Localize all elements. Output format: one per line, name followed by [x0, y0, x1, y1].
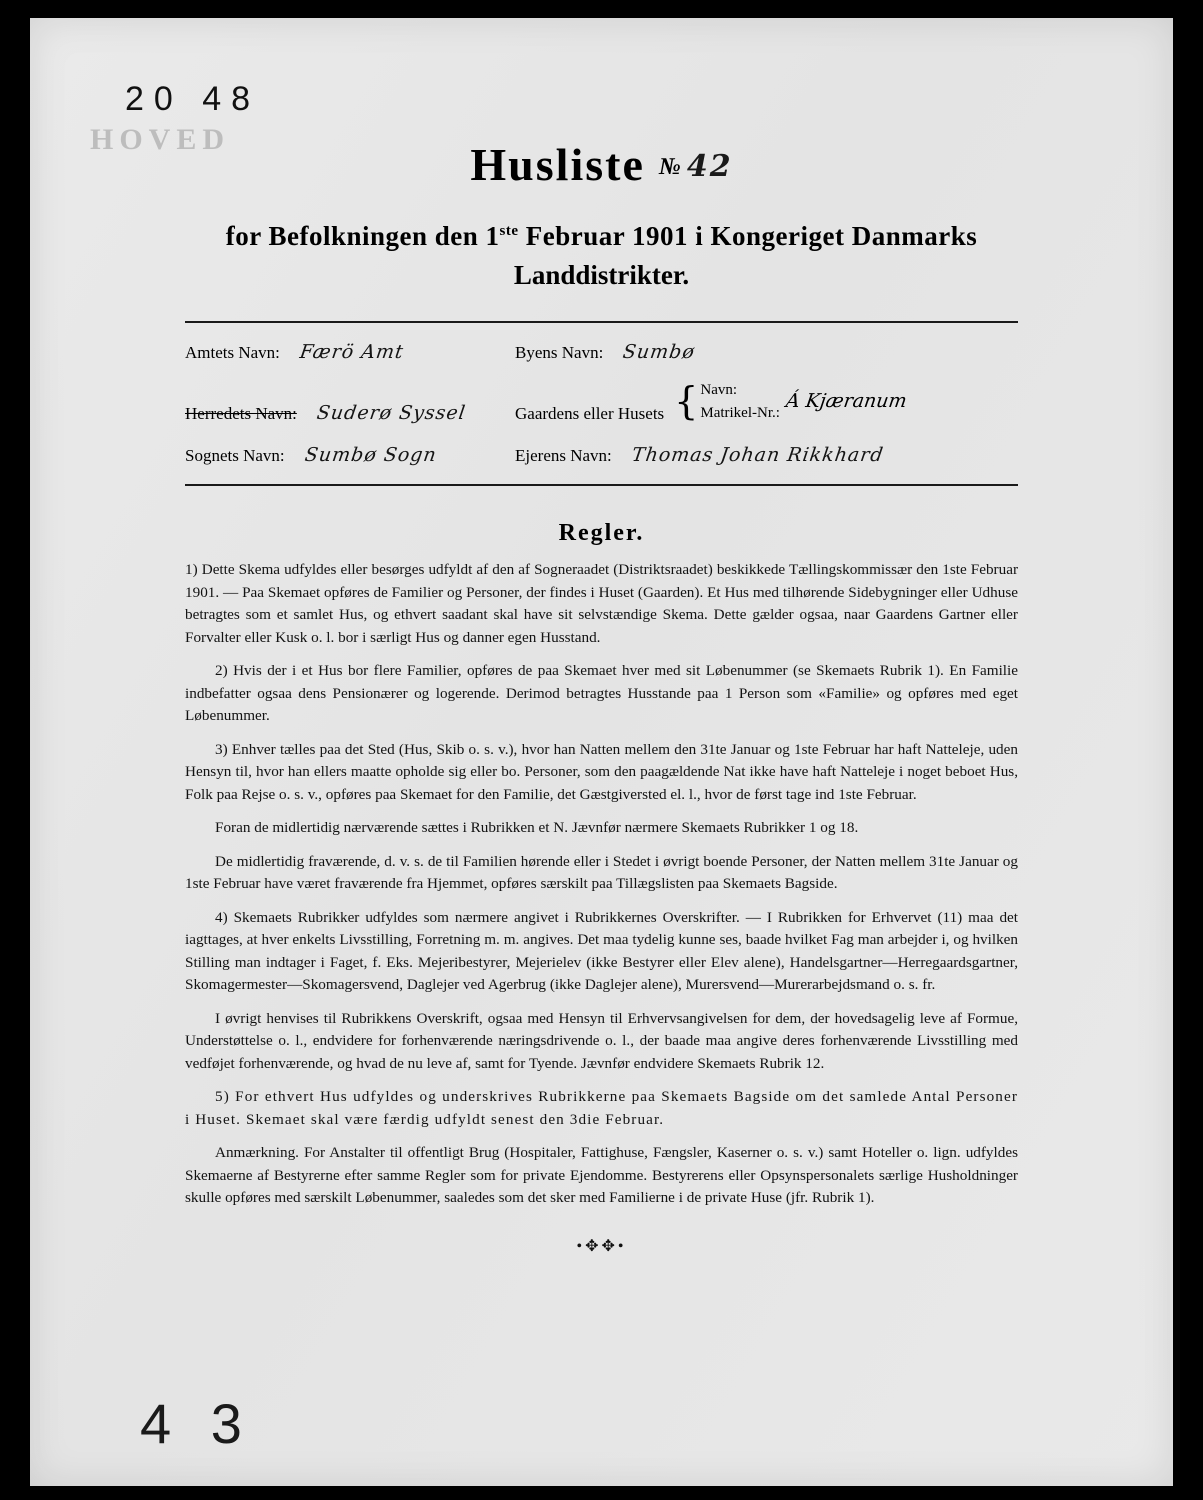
field-gaard	[515, 379, 1018, 424]
subtitle-line-1	[150, 221, 1053, 252]
corner-number: 20 48	[125, 80, 261, 118]
subtitle-sup: ste	[499, 223, 519, 239]
by-label: Byens Navn:	[515, 343, 604, 362]
amt-label: Amtets Navn:	[185, 343, 280, 362]
sogn-value: Sumbø Sogn	[303, 444, 438, 466]
handwritten-list-number: 42	[686, 149, 733, 184]
bottom-number: 4 3	[140, 1392, 254, 1455]
field-by	[515, 341, 1018, 363]
amt-value: Færö Amt	[298, 341, 406, 363]
page-title	[150, 18, 1053, 191]
rules-heading: Regler.	[558, 520, 645, 546]
navn-label: Navn:	[700, 382, 738, 398]
subtitle-pre: for Befolkningen den 1	[225, 221, 500, 251]
navn-value: Á Kjæranum	[784, 390, 909, 413]
field-sogn	[185, 444, 515, 466]
ejer-value: Thomas Johan Rikkhard	[630, 444, 885, 466]
brace-values	[778, 387, 909, 416]
rule-paragraph: 2) Hvis der i et Hus bor flere Familier, opføres de paa Skemaet hver med sit Løbenummer (se Skemaets Rubrik 1). En Familie indbefatter ogsaa dens Pensionærer og logerende. Derimod betragtes Husstande paa 1 Person som «Familie» og opføres med eget Løbenummer.	[185, 662, 1018, 724]
field-ejer	[515, 444, 1018, 466]
number-label: №	[658, 154, 683, 180]
divider-bottom	[185, 484, 1018, 486]
field-herred	[185, 402, 515, 424]
field-row-herred-gaard	[185, 379, 1018, 424]
rule-paragraph: De midlertidig fraværende, d. v. s. de til Familien hørende eller i Stedet i øvrigt boende Personer, der Natten mellem 31te Januar og 1ste Februar have været fraværende fra Hjemmet, opføres særskilt paa Tillægslisten paa Skemaets Bagside.	[185, 852, 1018, 892]
rule-paragraph: 5) For ethvert Hus udfyldes og underskrives Rubrikkerne paa Skemaets Bagside om det samlede Antal Personer i Huset. Skemaet skal være færdig udfyldt senest den 3die Februar.	[185, 1088, 1018, 1128]
form-fields	[185, 337, 1018, 466]
title-text: Husliste	[470, 139, 645, 190]
rule-paragraph: 4) Skemaets Rubrikker udfyldes som nærmere angivet i Rubrikkernes Overskrifter. — I Rubrikken for Erhvervet (11) maa det iagttages, at hver enkelts Livsstilling, Forretning m. m. angives. Det maa tydelig kunne ses, baade hvilket Fag man arbejder i, og hvilken Stilling man indtager i Faget, f. Eks. Mejeribestyrer, Mejerielev (ikke Bestyrer eller Elev alene), Handelsgartner—Herregaardsgartner, Skomagermester—Skomagersvend, Daglejer ved Agerbrug (ikke Daglejer alene), Murersvend—Murerarbejdsmand o. s. fr.	[185, 908, 1018, 993]
subtitle-post: Februar 1901 i Kongeriget Danmarks	[518, 221, 978, 251]
rule-paragraph: Anmærkning. For Anstalter til offentligt Brug (Hospitaler, Fattighuse, Fængsler, Kaserner o. s. v.) samt Hoteller o. lign. udfyldes Skemaerne af Bestyrerne efter samme Regler som for private Ejendomme. Bestyrerens eller Opsynspersonalets særlige Husholdninger skulle opføres med særskilt Løbenummer, saaledes som det sker med Familierne i de private Huse (jfr. Rubrik 1).	[185, 1144, 1018, 1206]
document-page	[30, 18, 1173, 1486]
rule-paragraph: 3) Enhver tælles paa det Sted (Hus, Skib o. s. v.), hvor han Natten mellem den 31te Januar og 1ste Februar har haft Natteleje, uden Hensyn til, hvor han ellers maatte opholde sig eller bo. Personer, som den paagældende Nat ikke have haft Natteleje i noget beboet Hus, Folk paa Rejse o. s. v., opføres paa Skemaet for den Familie, det Gæstgiversted el. l., hvor de først tage ind 1ste Februar.	[185, 740, 1018, 803]
rule-paragraph: I øvrigt henvises til Rubrikkens Overskrift, ogsaa med Hensyn til Erhvervsangivelsen for dem, der hovedsagelig leve af Formue, Understøttelse o. l., endvidere for forhenværende næringsdrivende o. l., der baade maa angive deres forhenværende Livsstilling med vedføjet forhenværende, og hvad de nu leve af, samt for Tyende. Jævnfør endvidere Skemaets Rubrik 12.	[185, 1009, 1018, 1072]
brace-icon: {	[674, 379, 699, 424]
herred-value: Suderø Syssel	[315, 402, 468, 424]
gaard-brace-group	[674, 379, 909, 424]
field-row-sogn-ejer	[185, 440, 1018, 466]
brace-labels	[698, 379, 780, 424]
matrikel-label: Matrikel-Nr.:	[700, 404, 780, 421]
sogn-label: Sognets Navn:	[185, 446, 285, 465]
gaard-label: Gaardens eller Husets	[515, 404, 665, 423]
page-content	[30, 18, 1173, 1486]
field-amt	[185, 341, 515, 363]
divider-top	[185, 321, 1018, 323]
ornament-divider: •✥✥•	[576, 1237, 627, 1255]
by-value: Sumbø	[621, 341, 697, 363]
field-row-amt-by	[185, 337, 1018, 363]
rules-body	[185, 559, 1018, 1210]
rule-paragraph: 1) Dette Skema udfyldes eller besørges udfyldt af den af Sogneraadet (Distriktsraadet) beskikkede Tællingskommissær den 1ste Februar 1901. — Paa Skemaet opføres de Familier og Personer, der findes i Huset (Gaarden). Et Hus med tilhørende Sidebygninger eller Udhuse betragtes som et samlet Hus, og ethvert saadant skal have sit selvstændige Skema. Dette gælder ogsaa, naar Gaardens Gartner eller Forvalter eller Kusk o. l. bor i særligt Hus og danner egen Husstand.	[185, 561, 1018, 646]
ghost-watermark-text: HOVED	[90, 123, 231, 156]
ejer-label: Ejerens Navn:	[515, 446, 612, 465]
rule-paragraph: Foran de midlertidig nærværende sættes i Rubrikken et N. Jævnfør nærmere Skemaets Rubrikker 1 og 18.	[215, 819, 859, 836]
subtitle-line-2: Landdistrikter.	[513, 260, 690, 290]
herred-label: Herredets Navn:	[185, 404, 297, 423]
